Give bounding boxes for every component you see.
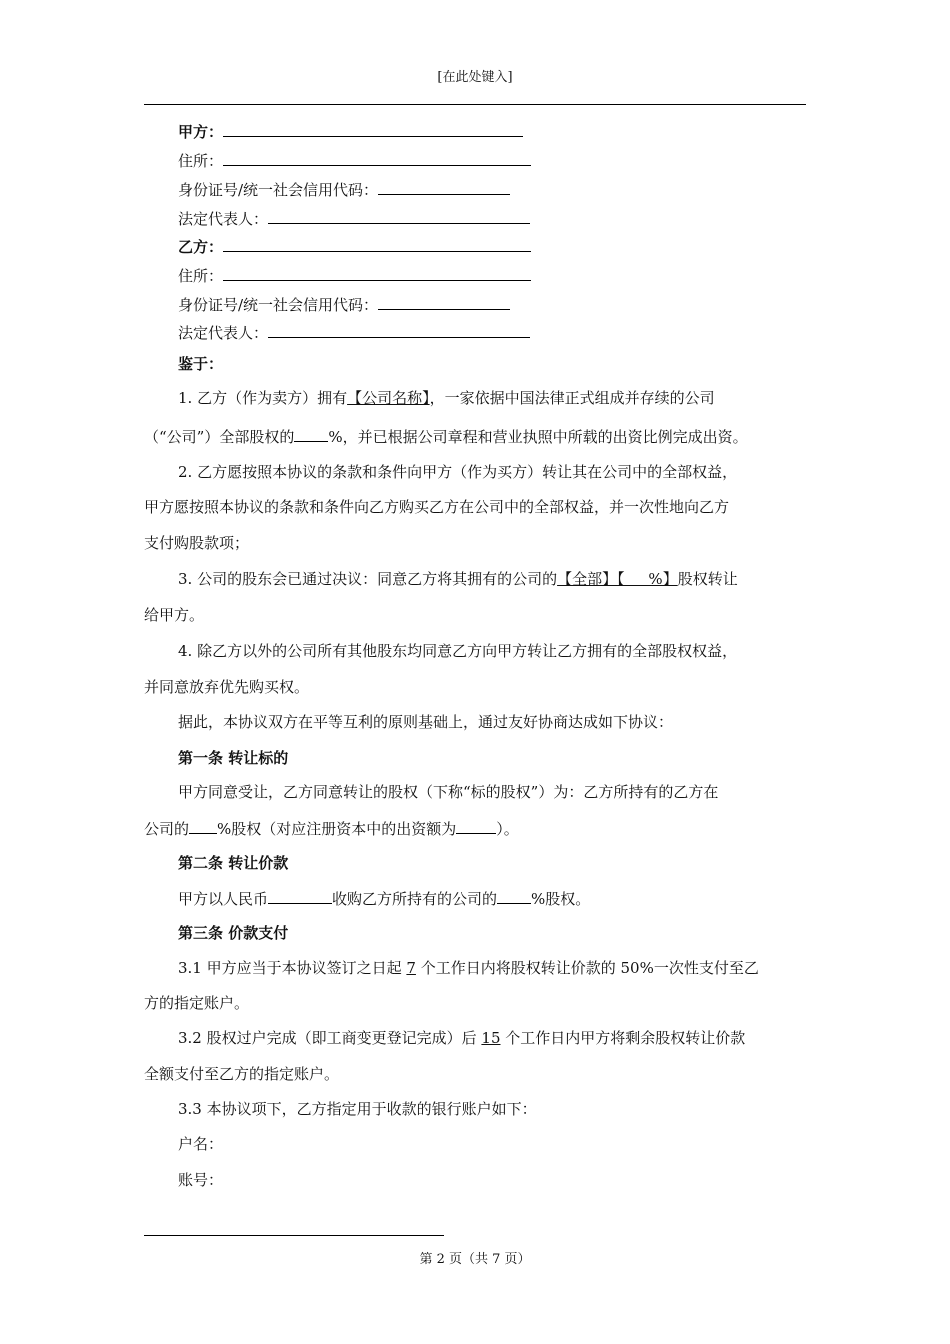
page-number: 第 2 页（共 7 页） bbox=[419, 1252, 531, 1267]
party-a-id-blank[interactable] bbox=[378, 179, 510, 195]
article3-p2-a: 3.2 股权过户完成（即工商变更登记完成）后 bbox=[178, 1029, 482, 1047]
whereas-p2-line2: 甲方愿按照本协议的条款和条件向乙方购买乙方在公司中的全部权益，并一次性地向乙方 bbox=[144, 498, 730, 516]
whereas-p3-line2: 给甲方。 bbox=[144, 606, 205, 624]
whereas-p1-a: 1. 乙方（作为卖方）拥有 bbox=[178, 389, 348, 407]
article1-b3: ）。 bbox=[496, 820, 519, 838]
party-a-address-line bbox=[178, 150, 531, 171]
article1-line2 bbox=[144, 818, 519, 839]
party-b-address-blank[interactable] bbox=[223, 265, 531, 281]
article3-title: 第三条 价款支付 bbox=[178, 924, 289, 942]
party-a-id-label: 身份证号/统一社会信用代码： bbox=[178, 181, 379, 199]
party-b-blank[interactable] bbox=[223, 236, 531, 252]
whereas-p3-b: 股权转让 bbox=[677, 570, 738, 588]
party-b-label: 乙方： bbox=[178, 238, 224, 256]
party-a-address-blank[interactable] bbox=[223, 150, 531, 166]
party-a-rep-blank[interactable] bbox=[268, 208, 530, 224]
party-a-address-label: 住所： bbox=[178, 152, 224, 170]
party-b-line bbox=[178, 236, 531, 257]
whereas-p2-line1: 2. 乙方愿按照本协议的条款和条件向甲方（作为买方）转让其在公司中的全部权益， bbox=[178, 463, 738, 481]
article3-p2-line1 bbox=[178, 1028, 745, 1048]
article3-p3: 3.3 本协议项下，乙方指定用于收款的银行账户如下： bbox=[178, 1100, 537, 1118]
company-name-field[interactable]: 【公司名称】 bbox=[347, 389, 430, 407]
party-b-rep-label: 法定代表人： bbox=[178, 324, 269, 342]
party-b-rep-blank[interactable] bbox=[268, 322, 530, 338]
whereas-p4-line1: 4. 除乙方以外的公司所有其他股东均同意乙方向甲方转让乙方拥有的全部股权权益， bbox=[178, 642, 738, 660]
whereas-p1-b: ，一家依据中国法律正式组成并存续的公司 bbox=[429, 389, 715, 407]
equity-percent-blank[interactable] bbox=[294, 426, 328, 442]
whereas-p1-line2 bbox=[144, 426, 748, 447]
article2-price-blank[interactable] bbox=[268, 888, 332, 904]
party-b-address-line bbox=[178, 265, 531, 286]
header-rule bbox=[144, 104, 806, 105]
party-b-address-label: 住所： bbox=[178, 267, 224, 285]
party-a-blank[interactable] bbox=[223, 121, 523, 137]
article1-title: 第一条 转让标的 bbox=[178, 749, 289, 767]
article3-p2-line2: 全额支付至乙方的指定账户。 bbox=[144, 1065, 340, 1083]
whereas-p5: 据此，本协议双方在平等互利的原则基础上，通过友好协商达成如下协议： bbox=[178, 713, 674, 731]
article2-a2: 收购乙方所持有的公司的 bbox=[332, 890, 498, 908]
whereas-title: 鉴于： bbox=[178, 355, 224, 373]
footer-rule bbox=[144, 1235, 444, 1236]
whereas-p3-line1 bbox=[178, 569, 738, 589]
page-header: [在此处键入] bbox=[437, 70, 513, 85]
party-a-label: 甲方： bbox=[178, 123, 224, 141]
party-b-rep-line bbox=[178, 322, 530, 343]
account-name-label: 户名： bbox=[178, 1135, 224, 1153]
whereas-p4-line2: 并同意放弃优先购买权。 bbox=[144, 678, 310, 696]
article3-p2-b: 个工作日内甲方将剩余股权转让价款 bbox=[500, 1029, 746, 1047]
article3-p1-line2: 方的指定账户。 bbox=[144, 994, 250, 1012]
whereas-p1-c: （“公司”）全部股权的 bbox=[144, 428, 295, 446]
article2-title: 第二条 转让价款 bbox=[178, 854, 289, 872]
party-a-rep-line bbox=[178, 208, 530, 229]
whereas-p1-line1 bbox=[178, 388, 715, 408]
article1-line1: 甲方同意受让，乙方同意转让的股权（下称“标的股权”）为：乙方所持有的乙方在 bbox=[178, 783, 719, 801]
article3-p1-b: 个工作日内将股权转让价款的 50%一次性支付至乙 bbox=[415, 959, 759, 977]
whereas-p1-d: %，并已根据公司章程和营业执照中所载的出资比例完成出资。 bbox=[328, 428, 748, 446]
article2-a3: %股权。 bbox=[531, 890, 591, 908]
party-b-id-label: 身份证号/统一社会信用代码： bbox=[178, 296, 379, 314]
article1-capital-blank[interactable] bbox=[456, 818, 496, 834]
whereas-p3-a: 3. 公司的股东会已通过决议：同意乙方将其拥有的公司的 bbox=[178, 570, 558, 588]
article1-percent-blank[interactable] bbox=[189, 818, 217, 834]
party-b-id-line bbox=[178, 294, 510, 315]
article2-line1 bbox=[178, 888, 590, 909]
article3-p2-days[interactable]: 15 bbox=[481, 1029, 501, 1047]
party-a-id-line bbox=[178, 179, 510, 200]
article2-percent-blank[interactable] bbox=[497, 888, 531, 904]
party-a-rep-label: 法定代表人： bbox=[178, 210, 269, 228]
article1-b1: 公司的 bbox=[144, 820, 190, 838]
transfer-scope-field[interactable]: 【全部】【 %】 bbox=[557, 570, 678, 588]
party-b-id-blank[interactable] bbox=[378, 294, 510, 310]
account-number-label: 账号： bbox=[178, 1171, 224, 1189]
article3-p1-line1 bbox=[178, 958, 759, 978]
party-a-line bbox=[178, 121, 523, 142]
article3-p1-a: 3.1 甲方应当于本协议签订之日起 bbox=[178, 959, 407, 977]
article1-b2: %股权（对应注册资本中的出资额为 bbox=[217, 820, 457, 838]
article3-p1-days[interactable]: 7 bbox=[406, 959, 416, 977]
article2-a1: 甲方以人民币 bbox=[178, 890, 269, 908]
whereas-p2-line3: 支付购股款项； bbox=[144, 534, 250, 552]
